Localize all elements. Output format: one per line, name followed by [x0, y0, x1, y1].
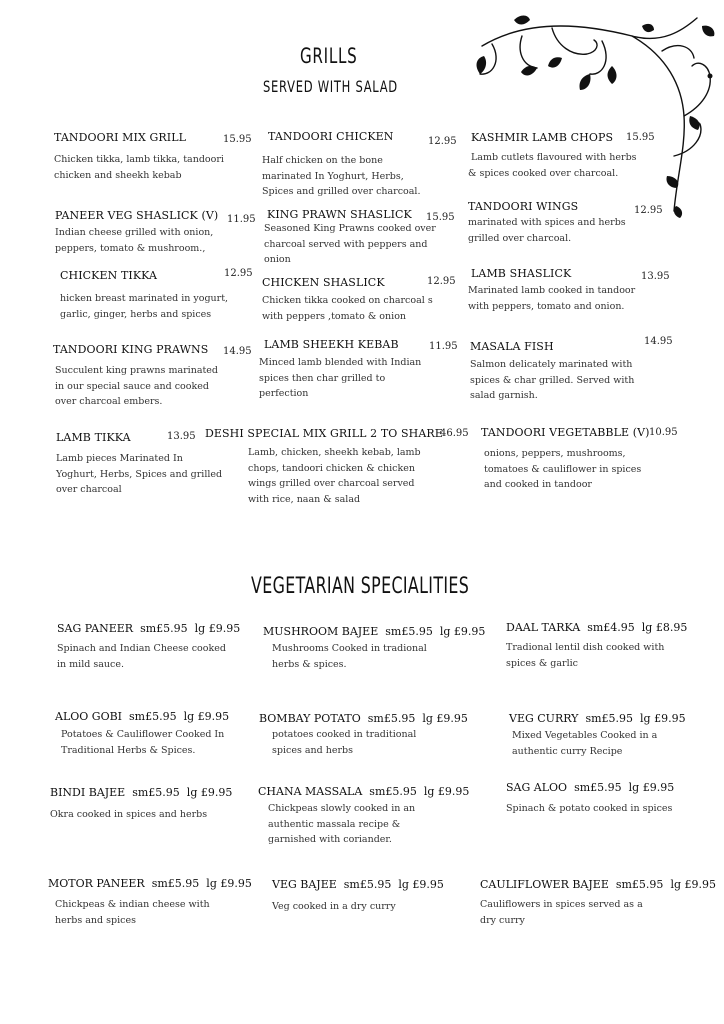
- item-description: Marinated lamb cooked in tandoor with peppers, tomato and onion.: [468, 285, 636, 312]
- item-price-small: sm£5.95: [151, 877, 200, 890]
- item-price-small: sm£5.95: [129, 710, 177, 723]
- item-description: Tradional lentil dish cooked with spices & garlic: [506, 642, 665, 669]
- item-name: VEG BAJEE: [272, 878, 337, 891]
- item-name: TANDOORI WINGS: [468, 200, 579, 213]
- item-price-large: lg £9.95: [439, 625, 486, 638]
- item-name: BINDI BAJEE: [50, 786, 126, 799]
- item-price-small: sm£5.95: [574, 781, 622, 794]
- item-price: 11.95: [227, 214, 256, 225]
- item-description: Indian cheese grilled with onion, peppers, tomato & mushroom.,: [55, 227, 214, 254]
- item-name: PANEER VEG SHASLICK (V): [55, 209, 219, 222]
- item-description: Chickpeas & indian cheese with herbs and spices: [55, 899, 210, 926]
- grills-subtitle: SERVED WITH SALAD: [263, 77, 398, 96]
- item-price: 14.95: [223, 346, 252, 357]
- item-description: Lamb cutlets flavoured with herbs & spices cooked over charcoal.: [468, 152, 637, 179]
- item-price-small: sm£4.95: [587, 621, 635, 634]
- item-name: MUSHROOM BAJEE: [263, 625, 379, 638]
- item-price: 12.95: [634, 205, 663, 216]
- item-description: Potatoes & Cauliflower Cooked In Traditional Herbs & Spices.: [61, 729, 225, 756]
- item-description: Chickpeas slowly cooked in an authentic massala recipe & garnished with coriander.: [268, 803, 416, 845]
- item-name: KING PRAWN SHASLICK: [267, 208, 412, 221]
- item-name: MASALA FISH: [470, 340, 554, 353]
- item-name: TANDOORI CHICKEN: [268, 130, 394, 143]
- item-heading: [263, 625, 485, 638]
- item-price: 13.95: [641, 271, 670, 282]
- item-description: Minced lamb blended with Indian spices then char grilled to perfection: [259, 357, 422, 399]
- item-price-large: lg £9.95: [398, 878, 444, 891]
- item-name: LAMB TIKKA: [56, 431, 131, 444]
- item-heading: [509, 712, 686, 725]
- item-name: ALOO GOBI: [55, 710, 123, 723]
- item-name: TANDOORI MIX GRILL: [54, 131, 187, 144]
- item-heading: [55, 710, 229, 723]
- item-description: onions, peppers, mushrooms, tomatoes & cauliflower in spices and cooked in tandoor: [484, 448, 642, 490]
- item-name: LAMB SHEEKH KEBAB: [264, 338, 399, 351]
- floral-flourish-icon: [462, 6, 724, 222]
- item-name: BOMBAY POTATO: [259, 712, 361, 725]
- item-price: 12.95: [427, 276, 456, 287]
- item-name: VEG CURRY: [509, 712, 579, 725]
- item-description: Mushrooms Cooked in tradional herbs & spices.: [272, 643, 427, 670]
- item-price-large: lg £9.95: [423, 785, 470, 798]
- item-heading: [48, 877, 252, 890]
- item-price: 15.95: [426, 212, 455, 223]
- item-heading: [506, 621, 687, 634]
- item-price-small: sm£5.95: [367, 712, 416, 725]
- item-description: Spinach & potato cooked in spices: [506, 803, 673, 814]
- item-price-small: sm£5.95: [132, 786, 180, 799]
- item-name: CHANA MASSALA: [258, 785, 363, 798]
- item-price-small: sm£5.95: [615, 878, 664, 891]
- item-description: Spinach and Indian Cheese cooked in mild sauce.: [57, 643, 226, 670]
- item-description: Cauliflowers in spices served as a dry curry: [480, 899, 643, 926]
- item-heading: [506, 781, 674, 794]
- item-description: Mixed Vegetables Cooked in a authentic curry Recipe: [512, 730, 658, 757]
- item-price-large: lg £9.95: [186, 786, 233, 799]
- item-name: CHICKEN SHASLICK: [262, 276, 385, 289]
- vegetarian-title: VEGETARIAN SPECIALITIES: [251, 574, 470, 599]
- item-name: LAMB SHASLICK: [471, 267, 572, 280]
- item-heading: [480, 878, 716, 891]
- item-price: 11.95: [429, 341, 458, 352]
- item-description: Half chicken on the bone marinated In Yoghurt, Herbs, Spices and grilled over charcoal.: [262, 155, 421, 197]
- item-price-large: lg £9.95: [670, 878, 716, 891]
- item-name: DESHI SPECIAL MIX GRILL 2 TO SHARE: [205, 427, 443, 440]
- item-heading: [57, 622, 240, 635]
- item-price-large: lg £9.95: [183, 710, 230, 723]
- item-name: TANDOORI KING PRAWNS: [53, 343, 209, 356]
- item-price-large: lg £9.95: [194, 622, 241, 635]
- item-heading: [259, 712, 468, 725]
- item-price-small: sm£5.95: [369, 785, 417, 798]
- item-name: SAG ALOO: [506, 781, 568, 794]
- item-description: potatoes cooked in traditional spices and herbs: [272, 729, 417, 756]
- item-description: Lamb, chicken, sheekh kebab, lamb chops, tandoori chicken & chicken wings grilled over charcoal served with rice, naan & salad: [248, 447, 421, 505]
- item-name: DAAL TARKA: [506, 621, 581, 634]
- item-name: MOTOR PANEER: [48, 877, 145, 890]
- item-price-small: sm£5.95: [343, 878, 392, 891]
- item-heading: [258, 785, 469, 798]
- item-price-large: lg £9.95: [640, 712, 686, 725]
- item-price-large: lg £9.95: [422, 712, 468, 725]
- item-description: Lamb pieces Marinated In Yoghurt, Herbs, Spices and grilled over charcoal: [56, 453, 223, 495]
- item-description: hicken breast marinated in yogurt, garlic, ginger, herbs and spices: [60, 293, 229, 320]
- grills-title: GRILLS: [300, 44, 358, 68]
- item-name: CHICKEN TIKKA: [60, 269, 158, 282]
- item-description: Chicken tikka cooked on charcoal s with peppers ,tomato & onion: [262, 295, 433, 322]
- item-description: Salmon delicately marinated with spices & char grilled. Served with salad garnish.: [470, 359, 635, 401]
- item-description: Succulent king prawns marinated in our special sauce and cooked over charcoal embers.: [55, 365, 219, 407]
- item-price-small: sm£5.95: [140, 622, 188, 635]
- item-heading: [272, 878, 444, 891]
- item-description: Seasoned King Prawns cooked over charcoal served with peppers and onion: [264, 223, 436, 265]
- item-description: marinated with spices and herbs grilled over charcoal.: [468, 217, 626, 244]
- item-price: 14.95: [644, 336, 673, 347]
- item-name: KASHMIR LAMB CHOPS: [471, 131, 614, 144]
- item-name: TANDOORI VEGETABBLE (V): [481, 426, 650, 439]
- item-price-large: lg £9.95: [206, 877, 252, 890]
- item-price-small: sm£5.95: [585, 712, 634, 725]
- item-price: 12.95: [428, 136, 457, 147]
- item-heading: [50, 786, 232, 799]
- item-price: 15.95: [626, 132, 655, 143]
- item-name: SAG PANEER: [57, 622, 134, 635]
- item-price-small: sm£5.95: [385, 625, 433, 638]
- item-price: 15.95: [223, 134, 252, 145]
- item-price: 12.95: [224, 268, 253, 279]
- item-price: 13.95: [167, 431, 196, 442]
- item-price-large: lg £8.95: [641, 621, 688, 634]
- item-price: 10.95: [649, 427, 678, 438]
- item-price-large: lg £9.95: [628, 781, 675, 794]
- item-description: Okra cooked in spices and herbs: [50, 809, 208, 820]
- item-description: Chicken tikka, lamb tikka, tandoori chicken and sheekh kebab: [54, 154, 224, 181]
- item-name: CAULIFLOWER BAJEE: [480, 878, 609, 891]
- item-price: 46.95: [440, 428, 469, 439]
- item-description: Veg cooked in a dry curry: [272, 901, 396, 912]
